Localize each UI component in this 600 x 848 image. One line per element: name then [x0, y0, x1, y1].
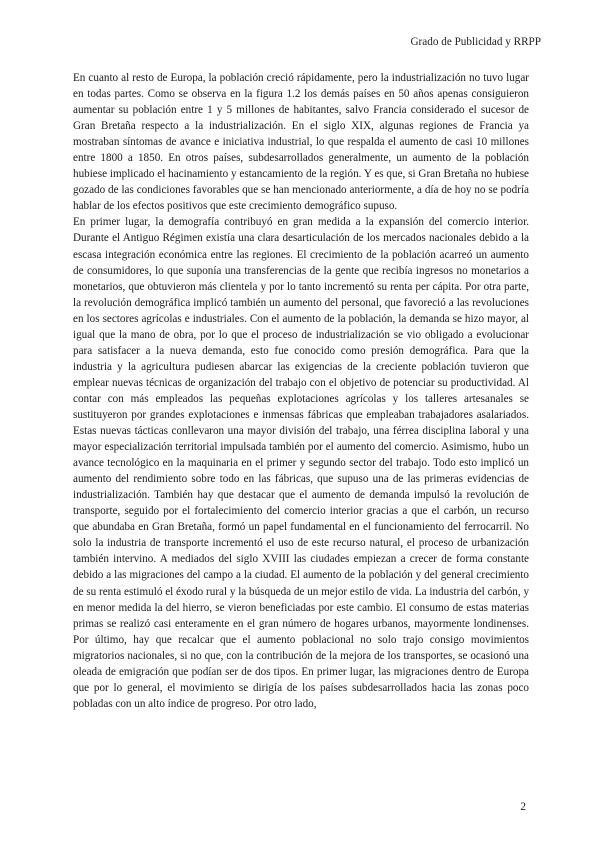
body-text [73, 70, 529, 712]
paragraph-europe-population: En cuanto al resto de Europa, la población creció rápidamente, pero la industrialización no tuvo lugar en todas partes. Como se observa en la figura 1.2 los demás países en 50 años apenas consiguieron aumentar su población entre 1 y 5 millones de habitantes, salvo Francia considerado el sucesor de Gran Bretaña respecto a la industrialización. En el siglo XIX, algunas regiones de Francia ya mostraban síntomas de avance e iniciativa industrial, lo que respalda el aumento de casi 10 millones entre 1800 a 1850. En otros países, subdesarrollados generalmente, un aumento de la población hubiese implicado el hacinamiento y estancamiento de la región. Y es que, si Gran Bretaña no hubiese gozado de las condiciones favorables que se han mencionado anteriormente, a día de hoy no se podría hablar de los efectos positivos que este crecimiento demográfico supuso. [73, 72, 529, 213]
paragraph-demography-commerce: En primer lugar, la demografía contribuyó en gran medida a la expansión del comercio interior. Durante el Antiguo Régimen existía una clara desarticulación de los mercados nacionales debido a la escasa integración económica entre las regiones. El crecimiento de la población acarreó un aumento de consumidores, lo que suponía una transferencias de la gente que recibía ingresos no monetarios a monetarios, que obtuvieron más clientela y por lo tanto incrementó su renta per cápita. Por otra parte, la revolución demográfica implicó también un aumento del personal, que favoreció a las revoluciones en los sectores agrícolas e industriales. Con el aumento de la población, la demanda se hizo mayor, al igual que la mano de obra, por lo que el proceso de industrialización se vio obligado a evolucionar para satisfacer a la nueva demanda, esto fue conocido como presión demográfica. Para que la industria y la agricultura pudiesen abarcar las exigencias de la creciente población tuvieron que emplear nuevas técnicas de organización del trabajo con el objetivo de potenciar su productividad. Al contar con más empleados las pequeñas explotaciones agrícolas y los talleres artesanales se sustituyeron por grandes explotaciones e inmensas fábricas que empleaban trabajadores asalariados. Estas nuevas tácticas conllevaron una mayor división del trabajo, una férrea disciplina laboral y una mayor especialización territorial impulsada también por el aumento del comercio. Asimismo, hubo un avance tecnológico en la maquinaria en el primer y segundo sector del trabajo. Todo esto implicó un aumento del rendimiento sobre todo en las fábricas, que supuso una de las primeras evidencias de industrialización. También hay que destacar que el aumento de demanda impulsó la revolución de transporte, seguido por el fortalecimiento del comercio interior gracias a que el carbón, un recurso que abundaba en Gran Bretaña, formó un papel fundamental en el funcionamiento del ferrocarril. No solo la industria de transporte incrementó el uso de este recurso natural, el proceso de urbanización también intervino. A mediados del siglo XVIII las ciudades empiezan a crecer de forma constante debido a las migraciones del campo a la ciudad. El aumento de la población y del general crecimiento de su renta estimuló el éxodo rural y la búsqueda de un mejor estilo de vida. La industria del carbón, y en menor medida la del hierro, se vieron beneficiadas por este cambio. El consumo de estas materias primas se realizó casi enteramente en el gran número de hogares urbanos, mayormente londinenses. Por último, hay que recalcar que el aumento poblacional no solo trajo consigo movimientos migratorios nacionales, si no que, con la contribución de la mejora de los transportes, se ocasionó una oleada de emigración que podían ser de dos tipos. En primer lugar, las migraciones dentro de Europa que por lo general, el movimiento se dirigía de los países subdesarrollados hacia las zonas poco pobladas con un alto índice de progreso. Por otro lado, [73, 216, 530, 710]
page-number: 2 [520, 801, 526, 813]
running-header: Grado de Publicidad y RRPP [410, 36, 541, 48]
